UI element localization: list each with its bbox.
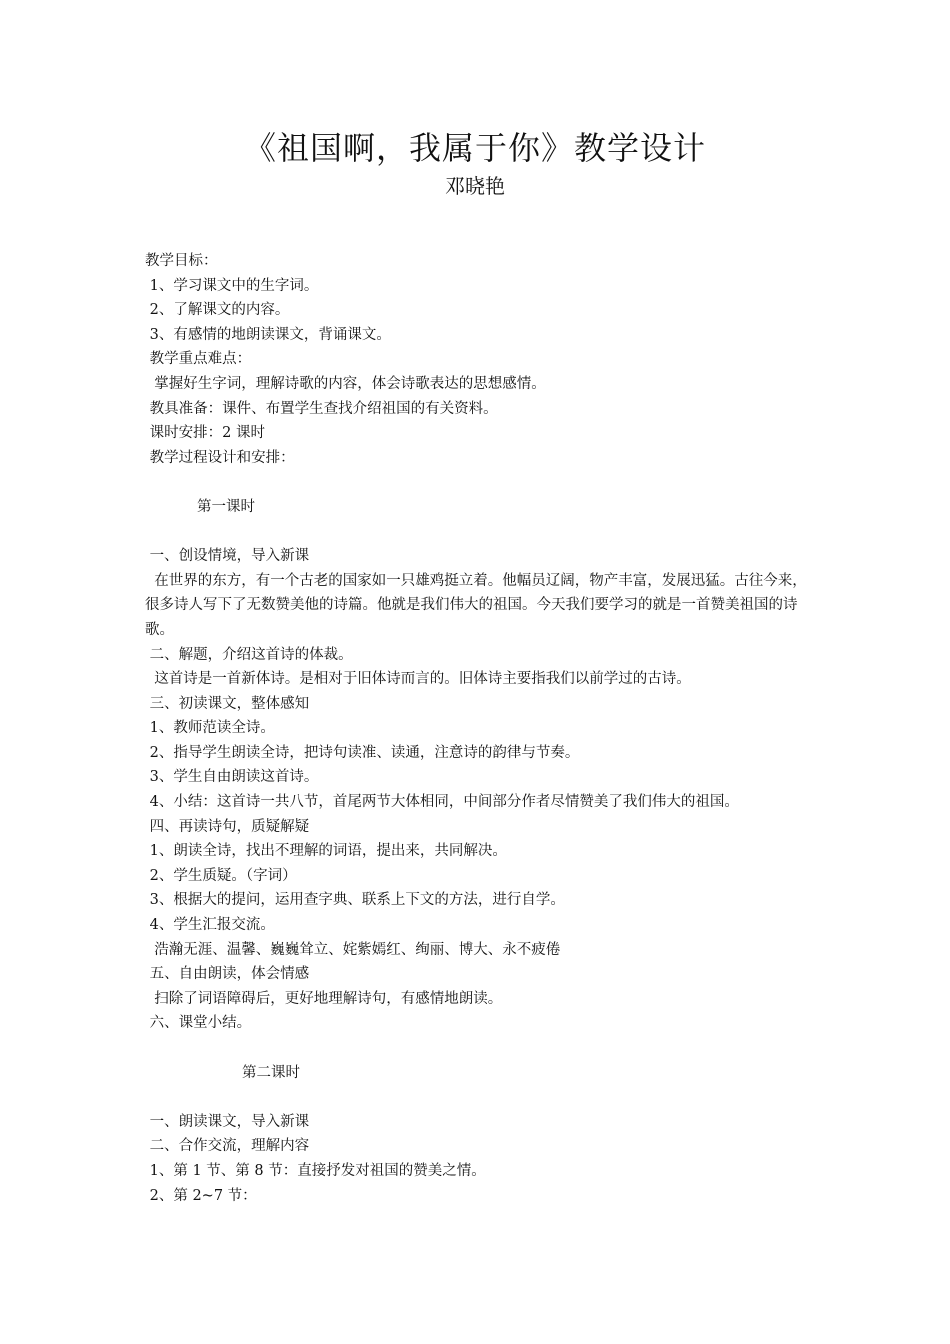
author-name: 邓晓艳 <box>445 174 505 198</box>
materials-line: 教具准备：课件、布置学生查找介绍祖国的有关资料。 <box>145 400 498 417</box>
section-paragraph: 扫除了词语障碍后，更好地理解诗句，有感情地朗读。 <box>145 990 503 1007</box>
section-heading: 一、朗读课文，导入新课 <box>145 1113 310 1130</box>
key-points-heading: 教学重点难点： <box>145 351 252 368</box>
goal-item: 3、有感情的地朗读课文，背诵课文。 <box>145 326 391 343</box>
process-heading: 教学过程设计和安排： <box>145 449 295 466</box>
document-body <box>145 249 815 1208</box>
section-heading: 二、合作交流，理解内容 <box>145 1138 310 1155</box>
list-item: 4、学生汇报交流。 <box>145 917 275 934</box>
lesson2-title: 第二课时 <box>242 1064 300 1081</box>
section-heading: 二、解题，介绍这首诗的体裁。 <box>145 646 353 663</box>
section-heading: 一、创设情境，导入新课 <box>145 548 310 565</box>
section-heading: 四、再读诗句，质疑解疑 <box>145 818 310 835</box>
goal-item: 1、学习课文中的生字词。 <box>145 277 319 294</box>
goal-item: 2、了解课文的内容。 <box>145 302 290 319</box>
section-paragraph: 这首诗是一首新体诗。是相对于旧体诗而言的。旧体诗主要指我们以前学过的古诗。 <box>145 671 691 688</box>
list-item: 4、小结：这首诗一共八节，首尾两节大体相同，中间部分作者尽情赞美了我们伟大的祖国。 <box>145 794 739 811</box>
list-item: 2、指导学生朗读全诗，把诗句读准、读通，注意诗的韵律与节奏。 <box>145 744 580 761</box>
goals-heading: 教学目标： <box>145 253 218 269</box>
section-paragraph: 在世界的东方，有一个古老的国家如一只雄鸡挺立着。他幅员辽阔，物产丰富，发展迅猛。古往今来，很多诗人写下了无数赞美他的诗篇。他就是我们伟大的祖国。今天我们要学习的就是一首赞美祖国的诗歌。 <box>145 572 807 638</box>
list-item: 1、第 1 节、第 8 节：直接抒发对祖国的赞美之情。 <box>145 1162 486 1179</box>
document-title: 《祖国啊，我属于你》教学设计 <box>243 129 706 167</box>
lesson1-title: 第一课时 <box>197 498 255 515</box>
list-item: 3、根据大的提问，运用查字典、联系上下文的方法，进行自学。 <box>145 892 565 909</box>
schedule-line: 课时安排：2 课时 <box>145 425 265 442</box>
list-item: 2、学生质疑。（字词） <box>145 867 297 884</box>
list-item: 3、学生自由朗读这首诗。 <box>145 769 319 786</box>
section-heading: 三、初读课文，整体感知 <box>145 695 310 712</box>
vocabulary-line: 浩瀚无涯、温馨、巍巍耸立、姹紫嫣红、绚丽、博大、永不疲倦 <box>145 941 561 958</box>
list-item: 1、教师范读全诗。 <box>145 720 275 737</box>
list-item: 2、第 2~7 节： <box>145 1187 257 1204</box>
section-heading: 六、课堂小结。 <box>145 1015 252 1032</box>
key-points-text: 掌握好生字词，理解诗歌的内容，体会诗歌表达的思想感情。 <box>145 375 546 392</box>
list-item: 1、朗读全诗，找出不理解的词语，提出来，共同解决。 <box>145 843 507 860</box>
section-heading: 五、自由朗读，体会情感 <box>145 966 310 983</box>
